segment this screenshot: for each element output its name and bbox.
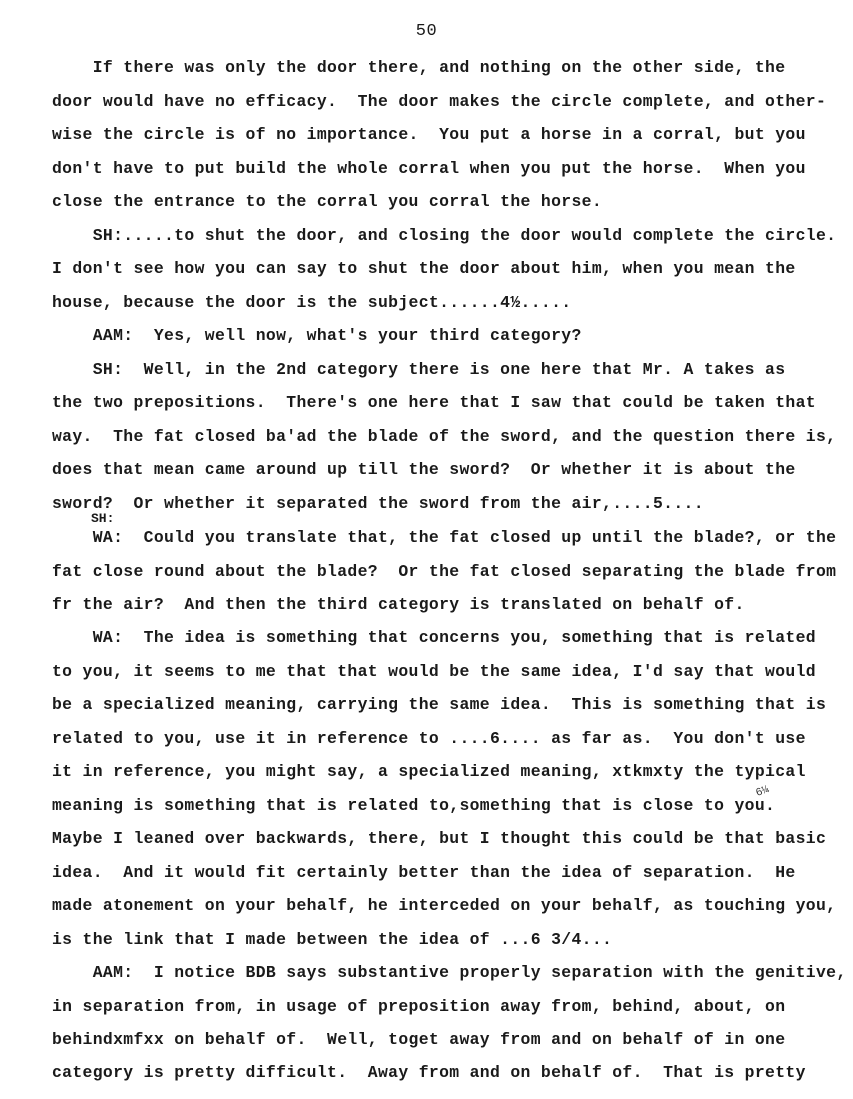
text-line: SH: Well, in the 2nd category there is one here that Mr. A takes as [52,360,786,379]
text-line: Maybe I leaned over backwards, there, but I thought this could be that basic [52,829,827,848]
text-line: does that mean came around up till the sword? Or whether it is about the [52,460,796,479]
interlinear-correction: SH: [91,511,115,526]
text-line: AAM: I notice BDB says substantive properly separation with the genitive, [52,963,847,982]
text-line: don't have to put build the whole corral when you put the horse. When you [52,159,806,178]
text-line: close the entrance to the corral you corral the horse. [52,192,603,211]
text-line: in separation from, in usage of preposition away from, behind, about, on [52,997,786,1016]
text-line: related to you, use it in reference to ....6.... as far as. You don't use [52,729,806,748]
text-line: to you, it seems to me that that would be the same idea, I'd say that would [52,662,816,681]
text-line: door would have no efficacy. The door makes the circle complete, and other- [52,92,827,111]
text-line: idea. And it would fit certainly better than the idea of separation. He [52,863,796,882]
text-line: category is pretty difficult. Away from and on behalf of. That is pretty [52,1063,806,1082]
text-line: be a specialized meaning, carrying the same idea. This is something that is [52,695,827,714]
text-line: WA: Could you translate that, the fat closed up until the blade?, or the [52,528,837,547]
text-line: house, because the door is the subject......4½..... [52,293,572,312]
text-line: If there was only the door there, and nothing on the other side, the [52,58,786,77]
text-line: way. The fat closed ba'ad the blade of the sword, and the question there is, [52,427,837,446]
text-line: wise the circle is of no importance. You put a horse in a corral, but you [52,125,806,144]
text-line: AAM: Yes, well now, what's your third category? [52,326,582,345]
text-line: is the link that I made between the idea of ...6 3/4... [52,930,613,949]
text-line: behindxmfxx on behalf of. Well, toget away from and on behalf of in one [52,1030,786,1049]
text-line: the two prepositions. There's one here that I saw that could be taken that [52,393,816,412]
text-line: sword? Or whether it separated the sword from the air,....5.... [52,494,704,513]
text-line: I don't see how you can say to shut the door about him, when you mean the [52,259,796,278]
text-line: it in reference, you might say, a specialized meaning, xtkmxty the typical [52,762,806,781]
text-line: SH:.....to shut the door, and closing the door would complete the circle. [52,226,837,245]
handwritten-margin-mark: 6¼ [754,784,771,800]
text-line: WA: The idea is something that concerns you, something that is related [52,628,816,647]
text-line: fr the air? And then the third category is translated on behalf of. [52,595,745,614]
text-line: made atonement on your behalf, he interceded on your behalf, as touching you, [52,896,837,915]
page-number: 50 [415,22,438,41]
text-line: meaning is something that is related to,something that is close to you. [52,796,776,815]
text-line: fat close round about the blade? Or the fat closed separating the blade from [52,562,837,581]
